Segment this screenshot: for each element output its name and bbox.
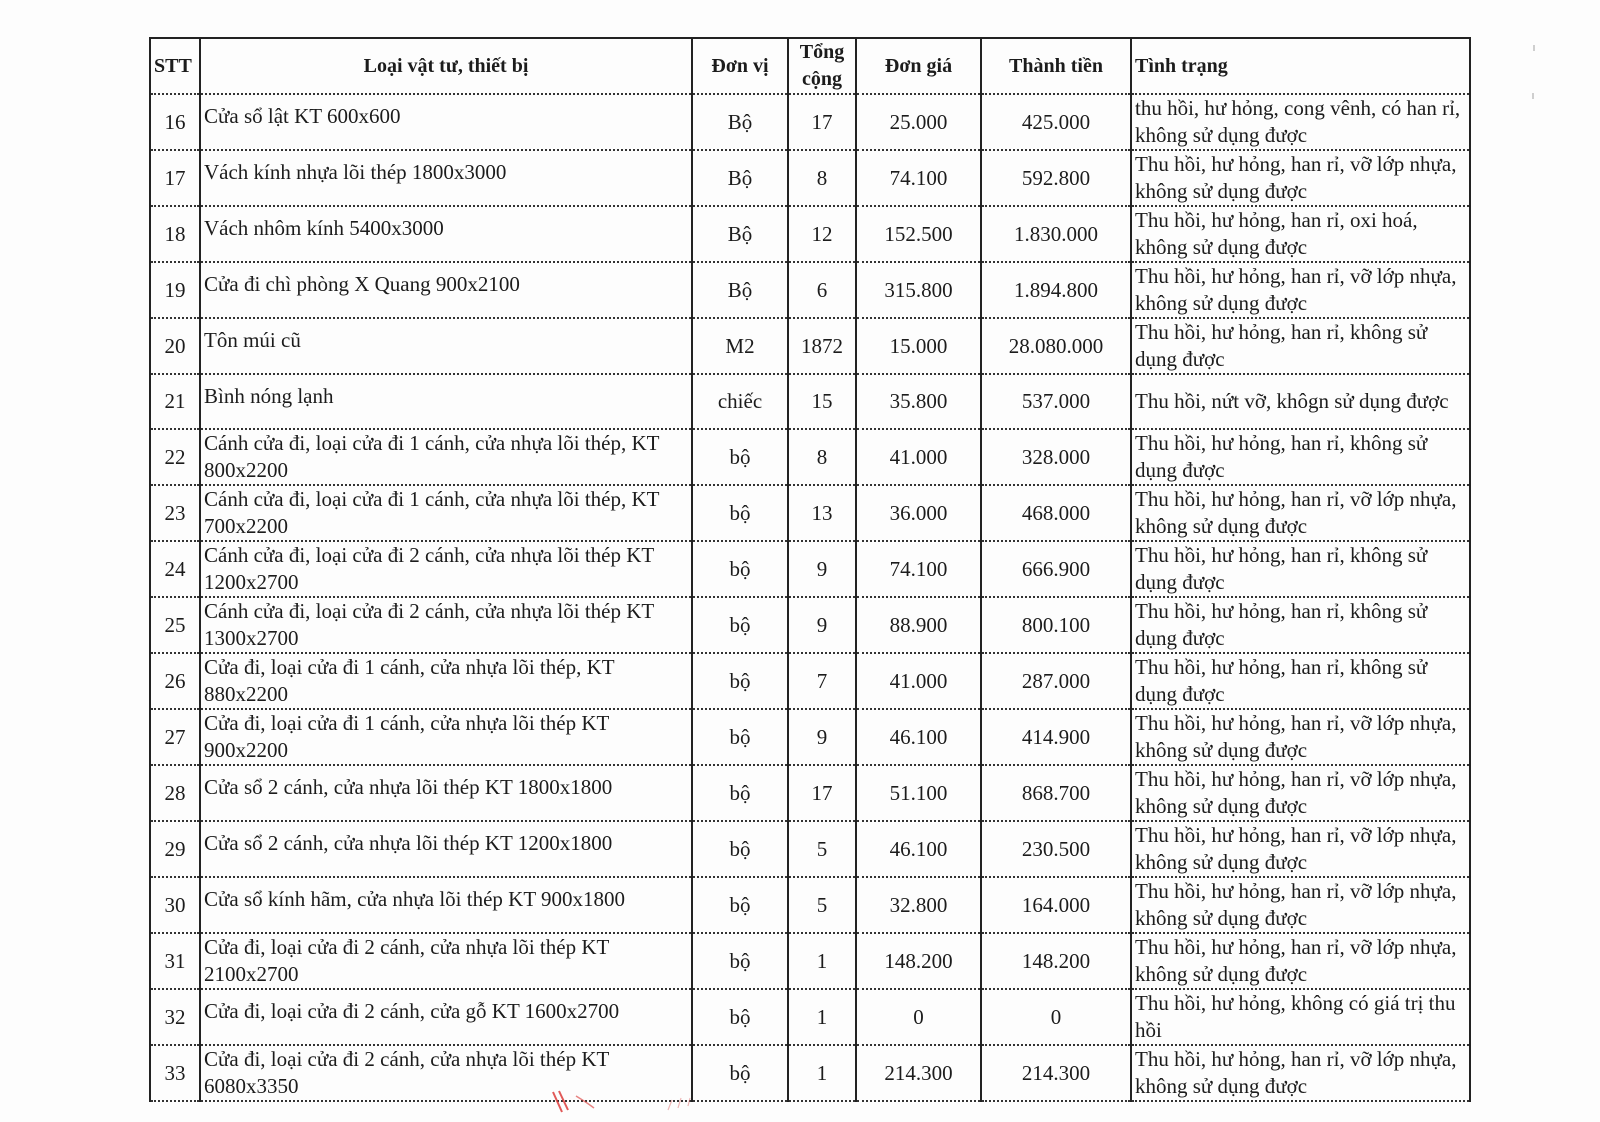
table-row <box>150 374 1470 429</box>
cell-stt: 22 <box>150 429 200 485</box>
table-row <box>150 318 1470 374</box>
cell-status: Thu hồi, hư hỏng, han rỉ, vỡ lớp nhựa, không sử dụng được <box>1131 150 1470 206</box>
cell-stt: 23 <box>150 485 200 541</box>
cell-status: Thu hồi, hư hỏng, han rỉ, không sử dụng được <box>1131 429 1470 485</box>
cell-status: Thu hồi, hư hỏng, han rỉ, vỡ lớp nhựa, không sử dụng được <box>1131 877 1470 933</box>
table-header-row <box>150 38 1470 94</box>
cell-total: 214.300 <box>981 1045 1131 1101</box>
cell-stt: 20 <box>150 318 200 374</box>
cell-quantity: 9 <box>788 709 856 765</box>
cell-stt: 17 <box>150 150 200 206</box>
cell-quantity: 1 <box>788 1045 856 1101</box>
cell-stt: 31 <box>150 933 200 989</box>
header-status: Tình trạng <box>1131 38 1470 94</box>
cell-unit: bộ <box>692 653 788 709</box>
cell-quantity: 7 <box>788 653 856 709</box>
cell-unit-price: 0 <box>856 989 981 1045</box>
table-row <box>150 597 1470 653</box>
cell-unit: bộ <box>692 597 788 653</box>
cell-unit: Bộ <box>692 206 788 262</box>
cell-quantity: 1 <box>788 989 856 1045</box>
cell-total: 414.900 <box>981 709 1131 765</box>
cell-item-name: Cửa đi, loại cửa đi 2 cánh, cửa nhựa lõi thép KT 2100x2700 <box>200 933 692 989</box>
header-total: Thành tiền <box>981 38 1131 94</box>
cell-total: 592.800 <box>981 150 1131 206</box>
scan-speck <box>1533 45 1535 51</box>
cell-unit: bộ <box>692 821 788 877</box>
cell-stt: 27 <box>150 709 200 765</box>
cell-total: 1.894.800 <box>981 262 1131 318</box>
cell-unit: bộ <box>692 709 788 765</box>
cell-total: 287.000 <box>981 653 1131 709</box>
cell-item-name: Cửa đi, loại cửa đi 2 cánh, cửa nhựa lõi thép KT 6080x3350 <box>200 1045 692 1101</box>
cell-total: 28.080.000 <box>981 318 1131 374</box>
cell-unit: M2 <box>692 318 788 374</box>
cell-status: Thu hồi, hư hỏng, han rỉ, không sử dụng được <box>1131 541 1470 597</box>
cell-item-name: Cửa sổ 2 cánh, cửa nhựa lõi thép KT 1800x1800 <box>200 765 692 821</box>
cell-unit-price: 41.000 <box>856 429 981 485</box>
cell-unit-price: 315.800 <box>856 262 981 318</box>
cell-unit-price: 88.900 <box>856 597 981 653</box>
table-row <box>150 485 1470 541</box>
table-row <box>150 765 1470 821</box>
table-row <box>150 206 1470 262</box>
cell-status: thu hồi, hư hỏng, cong vênh, có han rỉ, không sử dụng được <box>1131 94 1470 150</box>
cell-unit: Bộ <box>692 262 788 318</box>
cell-unit: bộ <box>692 989 788 1045</box>
cell-total: 868.700 <box>981 765 1131 821</box>
cell-total: 328.000 <box>981 429 1131 485</box>
cell-unit-price: 74.100 <box>856 541 981 597</box>
cell-status: Thu hồi, hư hỏng, han rỉ, vỡ lớp nhựa, không sử dụng được <box>1131 262 1470 318</box>
cell-total: 1.830.000 <box>981 206 1131 262</box>
cell-quantity: 15 <box>788 374 856 429</box>
header-name: Loại vật tư, thiết bị <box>200 38 692 94</box>
cell-total: 537.000 <box>981 374 1131 429</box>
cell-stt: 30 <box>150 877 200 933</box>
table-row <box>150 989 1470 1045</box>
cell-stt: 18 <box>150 206 200 262</box>
cell-status: Thu hồi, hư hỏng, han rỉ, không sử dụng được <box>1131 597 1470 653</box>
cell-unit: bộ <box>692 485 788 541</box>
cell-unit-price: 74.100 <box>856 150 981 206</box>
cell-status: Thu hồi, hư hỏng, han rỉ, vỡ lớp nhựa, không sử dụng được <box>1131 485 1470 541</box>
cell-unit-price: 15.000 <box>856 318 981 374</box>
cell-quantity: 13 <box>788 485 856 541</box>
cell-item-name: Vách nhôm kính 5400x3000 <box>200 206 692 262</box>
cell-stt: 16 <box>150 94 200 150</box>
cell-status: Thu hồi, hư hỏng, han rỉ, vỡ lớp nhựa, không sử dụng được <box>1131 709 1470 765</box>
header-unit: Đơn vị <box>692 38 788 94</box>
cell-status: Thu hồi, nứt vỡ, khôgn sử dụng được <box>1131 374 1470 429</box>
table-row <box>150 709 1470 765</box>
cell-quantity: 1 <box>788 933 856 989</box>
cell-total: 0 <box>981 989 1131 1045</box>
cell-item-name: Cửa sổ lật KT 600x600 <box>200 94 692 150</box>
cell-stt: 24 <box>150 541 200 597</box>
cell-item-name: Tôn múi cũ <box>200 318 692 374</box>
cell-item-name: Cửa sổ kính hãm, cửa nhựa lõi thép KT 900x1800 <box>200 877 692 933</box>
cell-item-name: Cánh cửa đi, loại cửa đi 1 cánh, cửa nhựa lõi thép, KT 700x2200 <box>200 485 692 541</box>
table-row <box>150 94 1470 150</box>
cell-total: 468.000 <box>981 485 1131 541</box>
cell-item-name: Vách kính nhựa lõi thép 1800x3000 <box>200 150 692 206</box>
cell-unit: bộ <box>692 877 788 933</box>
cell-item-name: Cửa sổ 2 cánh, cửa nhựa lõi thép KT 1200x1800 <box>200 821 692 877</box>
cell-status: Thu hồi, hư hỏng, han rỉ, vỡ lớp nhựa, không sử dụng được <box>1131 933 1470 989</box>
cell-unit: Bộ <box>692 150 788 206</box>
cell-unit: bộ <box>692 765 788 821</box>
inventory-table <box>149 37 1471 1102</box>
cell-total: 666.900 <box>981 541 1131 597</box>
cell-item-name: Cửa đi, loại cửa đi 1 cánh, cửa nhựa lõi thép, KT 880x2200 <box>200 653 692 709</box>
header-unit-price: Đơn giá <box>856 38 981 94</box>
cell-unit: chiếc <box>692 374 788 429</box>
cell-unit: Bộ <box>692 94 788 150</box>
table-row <box>150 262 1470 318</box>
table-row <box>150 877 1470 933</box>
cell-total: 800.100 <box>981 597 1131 653</box>
cell-unit-price: 214.300 <box>856 1045 981 1101</box>
cell-quantity: 5 <box>788 821 856 877</box>
scan-speck <box>1532 93 1534 99</box>
cell-item-name: Cánh cửa đi, loại cửa đi 1 cánh, cửa nhựa lõi thép, KT 800x2200 <box>200 429 692 485</box>
cell-item-name: Cửa đi, loại cửa đi 1 cánh, cửa nhựa lõi thép KT 900x2200 <box>200 709 692 765</box>
cell-item-name: Cánh cửa đi, loại cửa đi 2 cánh, cửa nhựa lõi thép KT 1200x2700 <box>200 541 692 597</box>
cell-quantity: 17 <box>788 765 856 821</box>
cell-total: 164.000 <box>981 877 1131 933</box>
cell-unit: bộ <box>692 1045 788 1101</box>
cell-unit-price: 148.200 <box>856 933 981 989</box>
cell-quantity: 12 <box>788 206 856 262</box>
table-row <box>150 1045 1470 1101</box>
table-row <box>150 150 1470 206</box>
cell-unit: bộ <box>692 933 788 989</box>
cell-stt: 21 <box>150 374 200 429</box>
table-row <box>150 653 1470 709</box>
cell-quantity: 9 <box>788 541 856 597</box>
header-stt: STT <box>150 38 200 94</box>
cell-item-name: Cánh cửa đi, loại cửa đi 2 cánh, cửa nhựa lõi thép KT 1300x2700 <box>200 597 692 653</box>
cell-quantity: 1872 <box>788 318 856 374</box>
cell-quantity: 17 <box>788 94 856 150</box>
cell-unit-price: 35.800 <box>856 374 981 429</box>
table-body <box>150 94 1470 1101</box>
cell-item-name: Bình nóng lạnh <box>200 374 692 429</box>
cell-quantity: 6 <box>788 262 856 318</box>
cell-status: Thu hồi, hư hỏng, han rỉ, vỡ lớp nhựa, không sử dụng được <box>1131 1045 1470 1101</box>
header-quantity: Tổng cộng <box>788 38 856 94</box>
cell-status: Thu hồi, hư hỏng, han rỉ, vỡ lớp nhựa, không sử dụng được <box>1131 765 1470 821</box>
table-row <box>150 933 1470 989</box>
cell-status: Thu hồi, hư hỏng, han rỉ, oxi hoá, không sử dụng được <box>1131 206 1470 262</box>
cell-unit-price: 41.000 <box>856 653 981 709</box>
cell-stt: 29 <box>150 821 200 877</box>
cell-unit-price: 36.000 <box>856 485 981 541</box>
cell-unit-price: 51.100 <box>856 765 981 821</box>
cell-status: Thu hồi, hư hỏng, han rỉ, không sử dụng được <box>1131 653 1470 709</box>
cell-quantity: 9 <box>788 597 856 653</box>
cell-quantity: 8 <box>788 429 856 485</box>
cell-unit: bộ <box>692 541 788 597</box>
cell-status: Thu hồi, hư hỏng, không có giá trị thu hồi <box>1131 989 1470 1045</box>
cell-unit-price: 46.100 <box>856 821 981 877</box>
cell-total: 148.200 <box>981 933 1131 989</box>
red-stamp-fragment <box>548 1090 718 1122</box>
cell-stt: 25 <box>150 597 200 653</box>
table-row <box>150 821 1470 877</box>
cell-item-name: Cửa đi chì phòng X Quang 900x2100 <box>200 262 692 318</box>
cell-status: Thu hồi, hư hỏng, han rỉ, không sử dụng được <box>1131 318 1470 374</box>
cell-stt: 26 <box>150 653 200 709</box>
cell-quantity: 8 <box>788 150 856 206</box>
cell-unit-price: 46.100 <box>856 709 981 765</box>
cell-stt: 19 <box>150 262 200 318</box>
table-row <box>150 429 1470 485</box>
cell-unit-price: 152.500 <box>856 206 981 262</box>
table-row <box>150 541 1470 597</box>
cell-unit-price: 25.000 <box>856 94 981 150</box>
cell-stt: 33 <box>150 1045 200 1101</box>
cell-unit-price: 32.800 <box>856 877 981 933</box>
cell-stt: 28 <box>150 765 200 821</box>
cell-total: 230.500 <box>981 821 1131 877</box>
cell-stt: 32 <box>150 989 200 1045</box>
cell-unit: bộ <box>692 429 788 485</box>
cell-status: Thu hồi, hư hỏng, han rỉ, vỡ lớp nhựa, không sử dụng được <box>1131 821 1470 877</box>
cell-quantity: 5 <box>788 877 856 933</box>
cell-item-name: Cửa đi, loại cửa đi 2 cánh, cửa gỗ KT 1600x2700 <box>200 989 692 1045</box>
cell-total: 425.000 <box>981 94 1131 150</box>
